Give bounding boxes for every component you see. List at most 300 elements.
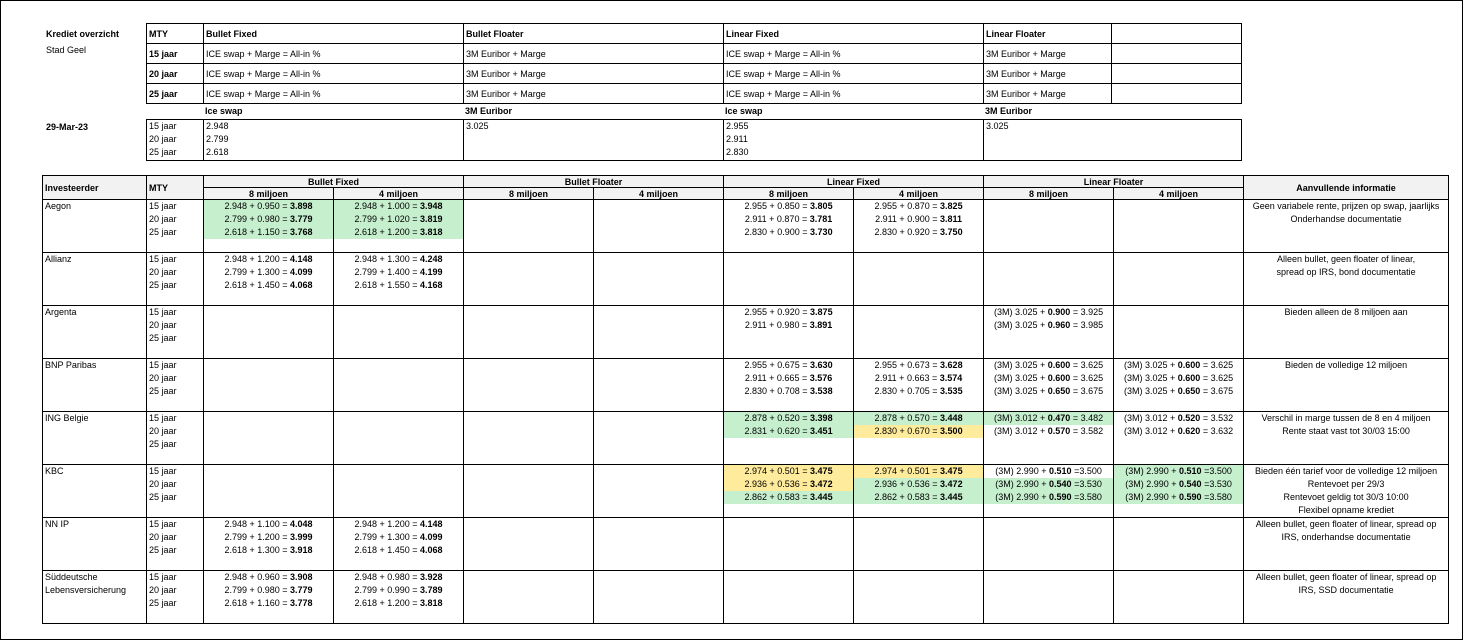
offer-quote (724, 213, 853, 226)
offer-quote (334, 518, 463, 531)
quote-formula: (3M) 3.012 + (994, 413, 1048, 423)
quote-bold-value: 3.779 (290, 214, 313, 224)
quote-bold-value: 3.398 (810, 413, 833, 423)
rate-mty-label: 15 jaar (149, 121, 177, 131)
quote-formula: 2.911 + 0.980 = (744, 320, 810, 330)
investor-name: NN IP (45, 519, 70, 529)
overview-row (147, 84, 1242, 104)
offer-quote (334, 531, 463, 544)
offer-cell (334, 306, 464, 359)
mty-label: 25 jaar (149, 280, 177, 290)
investor-mty-cell (147, 465, 204, 518)
overview-header-row (147, 24, 1242, 44)
investor-name: Allianz (45, 254, 72, 264)
additional-info-line: Bieden de volledige 12 miljoen (1285, 360, 1408, 370)
investor-name-cell (43, 518, 147, 571)
rate-value: 2.948 (206, 121, 229, 131)
rate-value: 2.830 (726, 147, 749, 157)
offer-quote (854, 465, 983, 478)
overview-row (147, 64, 1242, 84)
investor-name: KBC (45, 466, 64, 476)
offer-quote (334, 200, 463, 213)
investor-row (43, 253, 1449, 306)
header-bullet-floater: Bullet Floater (464, 176, 724, 188)
investor-name: Aegon (45, 201, 72, 211)
offer-quote (1114, 372, 1243, 385)
quote-formula: (3M) 2.990 + (995, 466, 1050, 476)
quote-bold-value: 0.570 (1047, 426, 1071, 436)
quote-bold-value: 4.099 (290, 267, 313, 277)
quote-bold-value: 3.448 (940, 413, 963, 423)
offer-cell (724, 253, 854, 306)
product-overview-table (146, 23, 1242, 104)
quote-formula: 2.948 + 1.100 = (224, 519, 291, 529)
quote-bold-value: 0.590 (1049, 492, 1072, 502)
quote-bold-value: 3.779 (290, 585, 313, 595)
quote-bold-value: 4.068 (420, 545, 443, 555)
overview-header-linear-floater: Linear Floater (984, 24, 1112, 44)
offer-quote (334, 226, 463, 239)
offer-cell (1114, 571, 1244, 624)
offer-quote (204, 597, 333, 610)
offer-cell (594, 200, 724, 253)
quote-formula: (3M) 3.025 + (994, 320, 1048, 330)
header-linear-fixed: Linear Fixed (724, 176, 984, 188)
header-bullet-fixed: Bullet Fixed (204, 176, 464, 188)
quote-bold-value: 4.048 (290, 519, 313, 529)
market-rates-table (146, 119, 1242, 161)
quote-result: = 3.632 (1200, 426, 1234, 436)
additional-info-cell (1244, 200, 1449, 253)
quote-formula: (3M) 2.990 + (1125, 492, 1180, 502)
investor-name-cell (43, 412, 147, 465)
quote-bold-value: 3.472 (940, 479, 963, 489)
quote-bold-value: 4.168 (420, 280, 443, 290)
offer-cell (594, 412, 724, 465)
additional-info-line: Rentevoet per 29/3 (1307, 479, 1385, 489)
offer-quote (334, 584, 463, 597)
offer-quote (204, 213, 333, 226)
offer-cell (594, 306, 724, 359)
quote-formula: 2.948 + 0.980 = (354, 572, 421, 582)
quote-result: = 3.482 (1070, 413, 1104, 423)
overview-formula: 3M Euribor + Marge (984, 64, 1112, 84)
quote-formula: (3M) 2.990 + (995, 492, 1050, 502)
mty-label: 20 jaar (149, 320, 177, 330)
rates-header-ice-swap-bullet: Ice swap (205, 106, 243, 116)
quote-formula: 2.955 + 0.850 = (744, 201, 811, 211)
quote-formula: 2.799 + 0.990 = (354, 585, 421, 595)
offer-cell (594, 253, 724, 306)
investor-row (43, 465, 1449, 518)
rate-value: 2.911 (726, 134, 748, 144)
offer-cell (854, 518, 984, 571)
offer-quote (1114, 359, 1243, 372)
quote-formula: 2.948 + 1.300 = (354, 254, 421, 264)
quote-bold-value: 3.451 (810, 426, 833, 436)
quote-bold-value: 3.999 (290, 532, 313, 542)
offer-quote (724, 226, 853, 239)
offer-cell (984, 253, 1114, 306)
offer-cell (724, 465, 854, 518)
quote-bold-value: 3.574 (939, 373, 963, 383)
mty-label: 25 jaar (149, 598, 177, 608)
offer-cell (464, 412, 594, 465)
quote-result: = 3.675 (1070, 386, 1104, 396)
investor-row (43, 412, 1449, 465)
sub-header-amount: 4 miljoen (1114, 188, 1244, 200)
quote-result: =3.580 (1071, 492, 1102, 502)
overview-formula: ICE swap + Marge = All-in % (204, 64, 464, 84)
offer-cell (1114, 253, 1244, 306)
quote-formula: 2.799 + 1.300 = (224, 267, 291, 277)
quote-formula: 2.911 + 0.665 = (744, 373, 810, 383)
offer-cell (854, 571, 984, 624)
overview-mty: 15 jaar (147, 44, 204, 64)
quote-formula: 2.618 + 1.450 = (224, 280, 291, 290)
offer-quote (984, 385, 1113, 398)
offer-quote (334, 279, 463, 292)
offer-quote (984, 372, 1113, 385)
offer-cell (984, 465, 1114, 518)
offer-quote (724, 385, 853, 398)
quote-bold-value: 3.898 (290, 201, 313, 211)
quote-result: =3.500 (1201, 466, 1232, 476)
offer-quote (724, 478, 853, 491)
investor-name-cell (43, 200, 147, 253)
offer-cell (204, 253, 334, 306)
overview-formula: ICE swap + Marge = All-in % (204, 44, 464, 64)
quote-bold-value: 3.819 (420, 214, 443, 224)
offer-cell (594, 518, 724, 571)
mty-label: 20 jaar (149, 532, 177, 542)
quote-bold-value: 0.600 (1177, 360, 1201, 370)
offer-cell (464, 306, 594, 359)
sub-header-amount: 8 miljoen (204, 188, 334, 200)
header-linear-floater: Linear Floater (984, 176, 1244, 188)
offer-cell (724, 412, 854, 465)
offer-quote (984, 465, 1113, 478)
offer-cell (1114, 306, 1244, 359)
investor-name: Argenta (45, 307, 77, 317)
offer-quote (1114, 465, 1243, 478)
additional-info-line: Flexibel opname krediet (1298, 505, 1394, 515)
offer-cell (984, 306, 1114, 359)
additional-info-cell (1244, 412, 1449, 465)
investor-name: Süddeutsche (45, 572, 98, 582)
investor-mty-cell (147, 306, 204, 359)
sheet-title: Krediet overzicht (46, 29, 120, 39)
overview-formula: 3M Euribor + Marge (464, 64, 724, 84)
overview-header-bullet-fixed: Bullet Fixed (204, 24, 464, 44)
offer-quote (854, 478, 983, 491)
quote-formula: 2.878 + 0.570 = (874, 413, 941, 423)
mty-label: 15 jaar (149, 519, 177, 529)
offer-quote (334, 597, 463, 610)
investor-name-cell (43, 465, 147, 518)
offer-quote (724, 412, 853, 425)
offer-cell (204, 518, 334, 571)
offer-quote (724, 425, 853, 438)
investor-row (43, 359, 1449, 412)
quote-bold-value: 3.628 (940, 360, 963, 370)
mty-label: 15 jaar (149, 572, 177, 582)
quote-formula: 2.878 + 0.520 = (744, 413, 811, 423)
quote-bold-value: 3.768 (290, 227, 313, 237)
rate-mty-label: 25 jaar (149, 147, 177, 157)
quote-formula: 2.618 + 1.550 = (354, 280, 421, 290)
additional-info-line: Rente staat vast tot 30/03 15:00 (1282, 426, 1410, 436)
quote-bold-value: 3.908 (290, 572, 313, 582)
offer-quote (724, 306, 853, 319)
offer-quote (984, 319, 1113, 332)
offer-cell (854, 412, 984, 465)
additional-info-line: Onderhandse documentatie (1290, 214, 1402, 224)
offer-cell (724, 359, 854, 412)
quote-bold-value: 4.248 (420, 254, 443, 264)
offer-quote (854, 491, 983, 504)
offer-quote (1114, 491, 1243, 504)
quote-formula: 2.862 + 0.583 = (744, 492, 811, 502)
offer-cell (984, 412, 1114, 465)
offer-quote (334, 213, 463, 226)
quote-formula: (3M) 3.025 + (994, 360, 1048, 370)
mty-label: 15 jaar (149, 466, 177, 476)
quote-result: =3.580 (1201, 492, 1232, 502)
additional-info-line: Alleen bullet, geen floater of linear, (1277, 254, 1416, 264)
quote-result: = 3.582 (1070, 426, 1104, 436)
sub-header-amount: 8 miljoen (984, 188, 1114, 200)
offer-cell (334, 465, 464, 518)
offer-cell (1114, 518, 1244, 571)
quote-formula: (3M) 3.025 + (994, 373, 1048, 383)
quote-bold-value: 4.099 (420, 532, 443, 542)
offer-quote (334, 544, 463, 557)
offer-cell (594, 359, 724, 412)
offer-cell (204, 465, 334, 518)
offer-cell (1114, 359, 1244, 412)
quote-formula: 2.948 + 1.200 = (354, 519, 421, 529)
additional-info-line: IRS, SSD documentatie (1298, 585, 1394, 595)
quote-formula: 2.955 + 0.673 = (874, 360, 941, 370)
offer-quote (1114, 412, 1243, 425)
offer-quote (1114, 385, 1243, 398)
quote-bold-value: 3.948 (420, 201, 443, 211)
offer-cell (204, 412, 334, 465)
sub-header-amount: 4 miljoen (594, 188, 724, 200)
quote-formula: 2.948 + 1.200 = (224, 254, 291, 264)
offer-quote (724, 491, 853, 504)
market-rates-mty (147, 120, 204, 161)
linear-euribor-rate (984, 120, 1242, 161)
offer-quote (204, 226, 333, 239)
additional-info-cell (1244, 465, 1449, 518)
offer-cell (594, 571, 724, 624)
quote-bold-value: 3.928 (420, 572, 443, 582)
offer-quote (984, 306, 1113, 319)
header-investeerder: Investeerder (43, 176, 147, 200)
offer-quote (724, 359, 853, 372)
offer-quote (204, 253, 333, 266)
overview-formula: ICE swap + Marge = All-in % (724, 84, 984, 104)
offer-quote (854, 425, 983, 438)
quote-bold-value: 3.811 (939, 214, 962, 224)
quote-bold-value: 3.535 (940, 386, 963, 396)
header-mty: MTY (147, 176, 204, 200)
quote-formula: 2.799 + 0.980 = (224, 214, 291, 224)
offer-cell (724, 306, 854, 359)
overview-empty (1112, 64, 1242, 84)
offer-cell (984, 200, 1114, 253)
overview-header-linear-fixed: Linear Fixed (724, 24, 984, 44)
offers-body (43, 200, 1449, 624)
quote-formula: 2.830 + 0.900 = (744, 227, 811, 237)
offer-quote (984, 478, 1113, 491)
offer-quote (204, 544, 333, 557)
quote-formula: 2.799 + 0.980 = (224, 585, 291, 595)
quote-bold-value: 4.148 (420, 519, 443, 529)
offer-quote (334, 266, 463, 279)
quote-formula: 2.830 + 0.670 = (874, 426, 941, 436)
offer-cell (1114, 465, 1244, 518)
offer-cell (464, 465, 594, 518)
offer-cell (854, 200, 984, 253)
mty-label: 20 jaar (149, 267, 177, 277)
investor-row (43, 571, 1449, 624)
quote-formula: 2.618 + 1.150 = (224, 227, 291, 237)
mty-label: 25 jaar (149, 227, 177, 237)
quote-bold-value: 3.778 (290, 598, 313, 608)
quote-bold-value: 4.068 (290, 280, 313, 290)
quote-result: = 3.625 (1070, 373, 1104, 383)
offer-quote (724, 200, 853, 213)
offer-cell (854, 306, 984, 359)
offer-quote (854, 226, 983, 239)
quote-bold-value: 3.825 (940, 201, 963, 211)
overview-header-empty (1112, 24, 1242, 44)
offer-quote (854, 359, 983, 372)
mty-label: 15 jaar (149, 307, 177, 317)
offer-cell (724, 518, 854, 571)
offer-cell (204, 200, 334, 253)
quote-formula: 2.948 + 0.950 = (224, 201, 291, 211)
quote-bold-value: 0.520 (1177, 413, 1201, 423)
quote-bold-value: 3.630 (810, 360, 833, 370)
investor-mty-cell (147, 518, 204, 571)
quote-bold-value: 0.620 (1177, 426, 1201, 436)
client-name: Stad Geel (46, 45, 87, 55)
quote-formula: (3M) 3.012 + (994, 426, 1048, 436)
rates-header-ice-swap-linear: Ice swap (725, 106, 763, 116)
offers-group-header-row (43, 176, 1449, 188)
mty-label: 20 jaar (149, 214, 177, 224)
rate-date: 29-Mar-23 (46, 122, 89, 132)
rate-value: 2.618 (206, 147, 229, 157)
investor-mty-cell (147, 200, 204, 253)
quote-bold-value: 0.960 (1047, 320, 1071, 330)
offer-cell (204, 571, 334, 624)
offer-quote (984, 425, 1113, 438)
offer-quote (724, 372, 853, 385)
quote-bold-value: 0.600 (1177, 373, 1201, 383)
rates-header-euribor-bullet: 3M Euribor (465, 106, 513, 116)
additional-info-cell (1244, 306, 1449, 359)
quote-bold-value: 0.590 (1179, 492, 1202, 502)
quote-bold-value: 3.445 (940, 492, 963, 502)
additional-info-line: Bieden één tarief voor de volledige 12 miljoen (1255, 466, 1438, 476)
quote-formula: 2.799 + 1.020 = (354, 214, 421, 224)
quote-bold-value: 0.600 (1047, 360, 1071, 370)
investor-mty-cell (147, 359, 204, 412)
overview-formula: 3M Euribor + Marge (984, 44, 1112, 64)
offer-cell (204, 306, 334, 359)
overview-header-bullet-floater: Bullet Floater (464, 24, 724, 44)
offer-quote (724, 465, 853, 478)
additional-info-cell (1244, 518, 1449, 571)
quote-formula: 2.618 + 1.300 = (224, 545, 291, 555)
quote-bold-value: 3.500 (940, 426, 963, 436)
quote-bold-value: 3.730 (810, 227, 833, 237)
offer-cell (984, 359, 1114, 412)
offer-quote (204, 571, 333, 584)
quote-result: = 3.625 (1200, 373, 1234, 383)
mty-label: 20 jaar (149, 479, 177, 489)
overview-empty (1112, 84, 1242, 104)
quote-formula: (3M) 3.025 + (1124, 360, 1178, 370)
offer-quote (984, 491, 1113, 504)
quote-bold-value: 3.805 (810, 201, 833, 211)
additional-info-line: Geen variabele rente, prijzen op swap, jaarlijks (1252, 201, 1440, 211)
overview-formula: ICE swap + Marge = All-in % (204, 84, 464, 104)
rate-value: 2.955 (726, 121, 749, 131)
quote-bold-value: 3.918 (290, 545, 313, 555)
quote-bold-value: 3.475 (940, 466, 963, 476)
quote-formula: 2.831 + 0.620 = (744, 426, 811, 436)
quote-formula: 2.974 + 0.501 = (874, 466, 941, 476)
offer-cell (464, 200, 594, 253)
rate-value: 3.025 (466, 121, 489, 131)
offer-cell (204, 359, 334, 412)
quote-bold-value: 4.148 (290, 254, 313, 264)
rate-mty-label: 20 jaar (149, 134, 177, 144)
sub-header-amount: 8 miljoen (724, 188, 854, 200)
mty-label: 20 jaar (149, 585, 177, 595)
quote-formula: 2.936 + 0.536 = (744, 479, 811, 489)
offer-quote (204, 200, 333, 213)
offer-quote (1114, 425, 1243, 438)
investor-name: Lebensversicherung (45, 585, 127, 595)
quote-formula: 2.618 + 1.450 = (354, 545, 421, 555)
mty-label: 25 jaar (149, 492, 177, 502)
overview-header-mty: MTY (147, 24, 204, 44)
quote-formula: 2.948 + 0.960 = (224, 572, 291, 582)
investor-row (43, 518, 1449, 571)
investor-mty-cell (147, 253, 204, 306)
offer-quote (334, 571, 463, 584)
investor-name-cell (43, 306, 147, 359)
quote-bold-value: 3.781 (809, 214, 833, 224)
quote-bold-value: 0.540 (1049, 479, 1072, 489)
quote-formula: 2.955 + 0.675 = (744, 360, 811, 370)
mty-label: 25 jaar (149, 386, 177, 396)
mty-label: 15 jaar (149, 413, 177, 423)
quote-bold-value: 0.650 (1047, 386, 1071, 396)
offer-cell (334, 412, 464, 465)
offer-quote (334, 253, 463, 266)
quote-bold-value: 3.538 (810, 386, 833, 396)
offer-cell (854, 465, 984, 518)
investor-name: ING Belgie (45, 413, 89, 423)
